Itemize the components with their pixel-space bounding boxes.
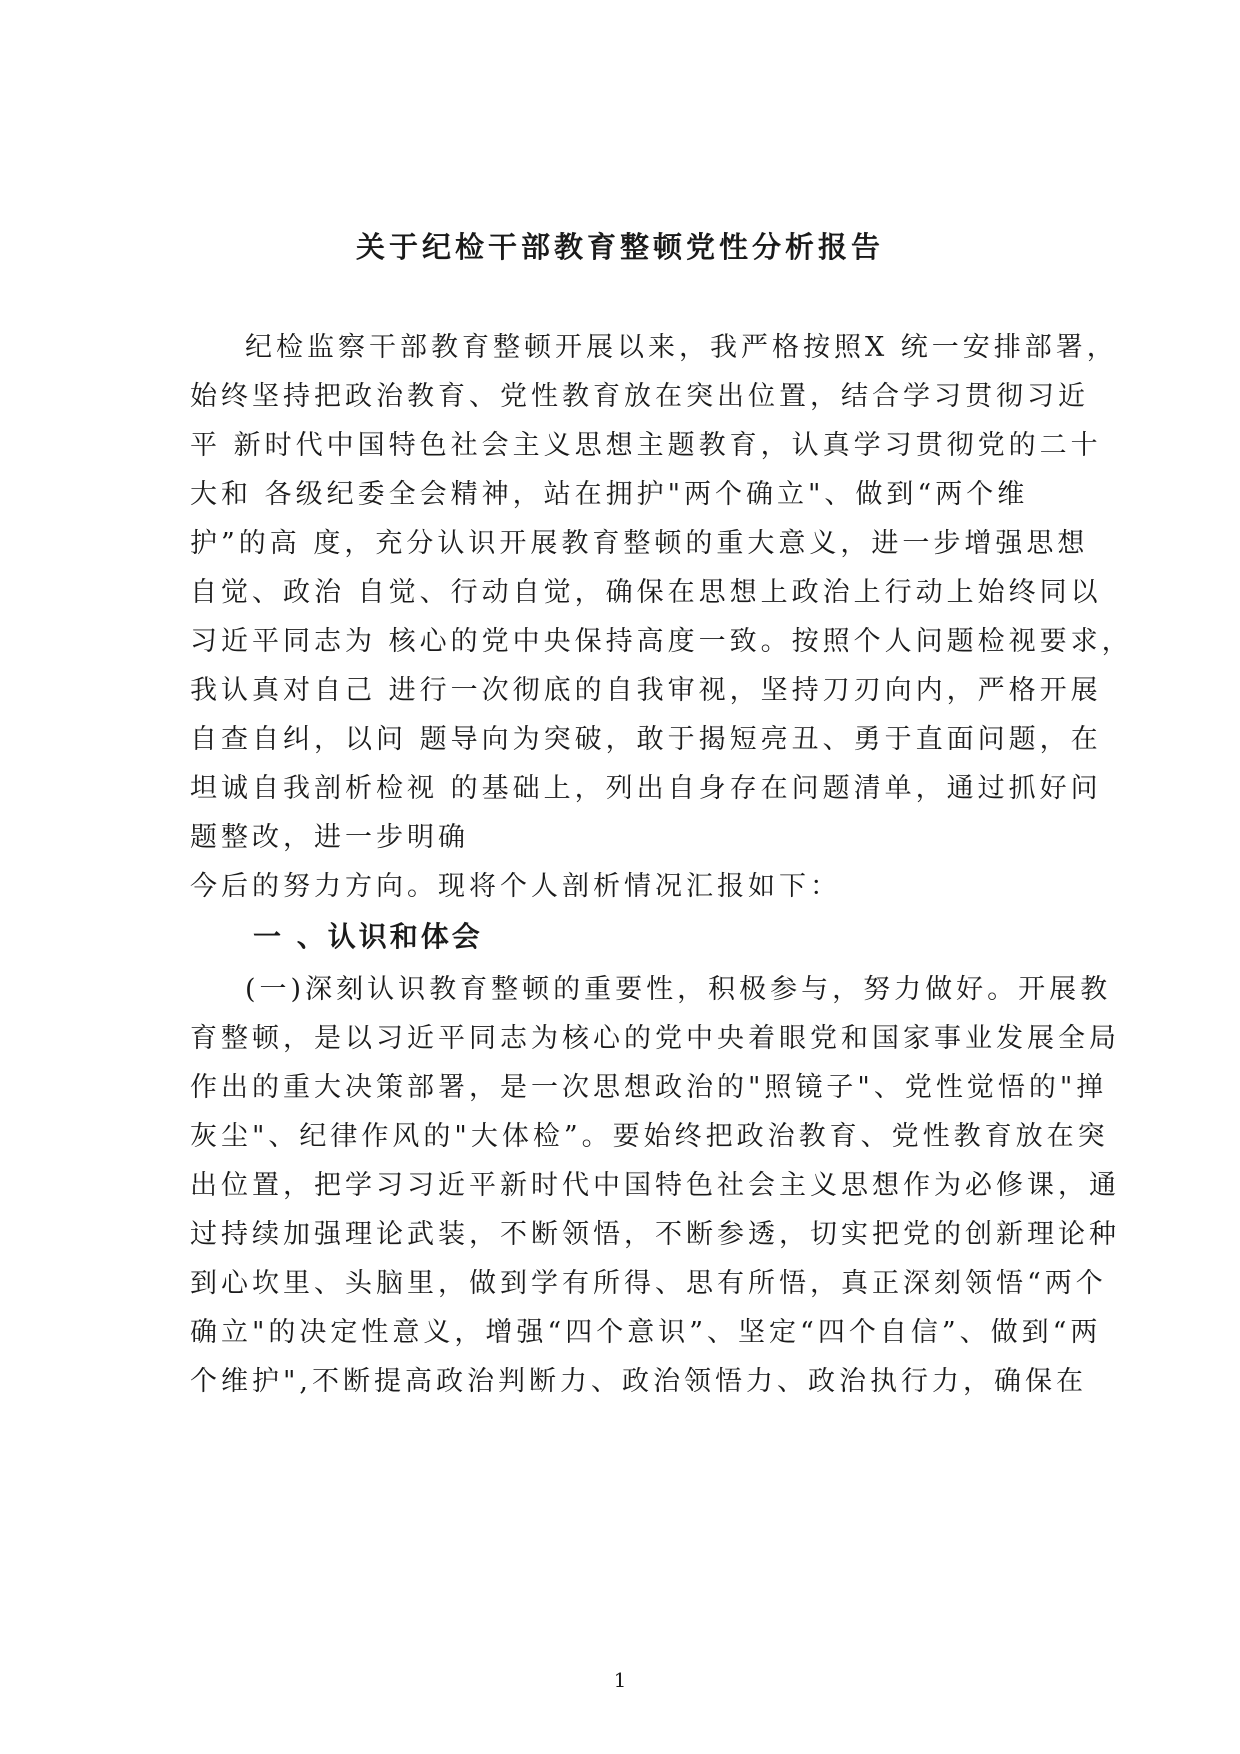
intro-line: 护”的高 度，充分认识开展教育整顿的重大意义，进一步增强思想	[190, 528, 1089, 559]
intro-line: 题整改，进一步明确	[190, 822, 469, 853]
intro-line: 自觉、政治 自觉、行动自觉，确保在思想上政治上行动上始终同以	[190, 577, 1102, 608]
section-line: 出位置，把学习习近平新时代中国特色社会主义思想作为必修课，通	[190, 1170, 1120, 1201]
intro-line: 今后的努力方向。现将个人剖析情况汇报如下：	[190, 871, 841, 902]
intro-line: 习近平同志为 核心的党中央保持高度一致。按照个人问题检视要求，	[190, 626, 1133, 657]
section-line: 个维护",不断提高政治判断力、政治领悟力、政治执行力，确保在	[190, 1366, 1088, 1397]
section-line: 过持续加强理论武装，不断领悟，不断参透，切实把党的创新理论种	[190, 1219, 1120, 1250]
intro-line: 坦诚自我剖析检视 的基础上，列出自身存在问题清单，通过抓好问	[190, 773, 1102, 804]
intro-line: 始终坚持把政治教育、党性教育放在突出位置，结合学习贯彻习近	[190, 381, 1089, 412]
section-line: 灰尘"、纪律作风的"大体检”。要始终把政治教育、党性教育放在突	[190, 1121, 1109, 1152]
intro-line: 大和 各级纪委全会精神，站在拥护"两个确立"、做到“两个维	[190, 479, 1029, 510]
section-line: 确立"的决定性意义，增强“四个意识”、坚定“四个自信”、做到“两	[190, 1317, 1102, 1348]
intro-line: 平 新时代中国特色社会主义思想主题教育，认真学习贯彻党的二十	[190, 430, 1102, 461]
intro-line: 我认真对自己 进行一次彻底的自我审视，坚持刀刃向内，严格开展	[190, 675, 1102, 706]
section-heading: 一 、认识和体会	[253, 920, 483, 953]
section-line: 作出的重大决策部署，是一次思想政治的"照镜子"、党性觉悟的"掸	[190, 1072, 1108, 1103]
document-title: 关于纪检干部教育整顿党性分析报告	[355, 230, 884, 264]
section-line: (一)深刻认识教育整顿的重要性，积极参与，努力做好。开展教	[245, 974, 1112, 1005]
section-line: 到心坎里、头脑里，做到学有所得、思有所悟，真正深刻领悟“两个	[190, 1268, 1107, 1299]
section-line: 育整顿，是以习近平同志为核心的党中央着眼党和国家事业发展全局	[190, 1023, 1120, 1054]
intro-line: 纪检监察干部教育整顿开展以来，我严格按照X 统一安排部署，	[245, 332, 1118, 363]
intro-line: 自查自纠，以问 题导向为突破，敢于揭短亮丑、勇于直面问题，在	[190, 724, 1102, 755]
page-number: 1	[613, 1668, 627, 1692]
